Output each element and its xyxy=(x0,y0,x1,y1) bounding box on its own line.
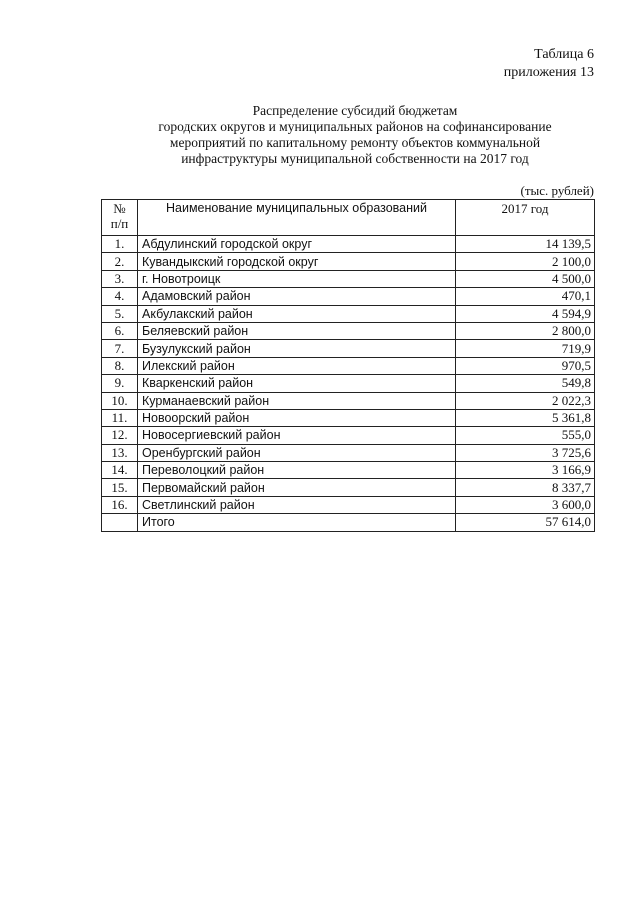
table-row xyxy=(102,253,595,270)
title-line: Распределение субсидий бюджетам xyxy=(252,103,458,118)
table-total-row xyxy=(102,514,595,531)
row-number: 14. xyxy=(102,462,138,479)
row-number: 7. xyxy=(102,340,138,357)
header-year: 2017 год xyxy=(456,200,595,236)
row-value: 2 800,0 xyxy=(456,322,595,339)
total-number xyxy=(102,514,138,531)
title-line: мероприятий по капитальному ремонту объектов коммунальной xyxy=(169,135,541,150)
row-value: 3 725,6 xyxy=(456,444,595,461)
row-name: Абдулинский городской округ xyxy=(138,236,456,253)
table-row xyxy=(102,305,595,322)
title-line: инфраструктуры муниципальной собственности на 2017 год xyxy=(181,151,529,166)
table-row xyxy=(102,392,595,409)
units-label: (тыс. рублей) xyxy=(520,183,594,198)
row-number: 6. xyxy=(102,322,138,339)
row-number: 15. xyxy=(102,479,138,496)
header-number-line2: п/п xyxy=(110,216,129,231)
table-row xyxy=(102,479,595,496)
row-name: Новоорский район xyxy=(138,409,456,426)
table-row xyxy=(102,427,595,444)
row-name: Илекский район xyxy=(138,357,456,374)
row-number: 2. xyxy=(102,253,138,270)
table-row xyxy=(102,462,595,479)
header-name: Наименование муниципальных образований xyxy=(138,200,456,236)
table-row xyxy=(102,496,595,513)
row-number: 8. xyxy=(102,357,138,374)
row-name: Светлинский район xyxy=(138,496,456,513)
total-value: 57 614,0 xyxy=(456,514,595,531)
table-row xyxy=(102,375,595,392)
table-row xyxy=(102,444,595,461)
table-row xyxy=(102,357,595,374)
appendix-label: приложения 13 xyxy=(503,65,594,80)
row-value: 5 361,8 xyxy=(456,409,595,426)
header-number-line1: № xyxy=(113,201,126,216)
table-row xyxy=(102,236,595,253)
row-name: Кувандыкский городской округ xyxy=(138,253,456,270)
row-value: 4 594,9 xyxy=(456,305,595,322)
row-number: 9. xyxy=(102,375,138,392)
row-value: 3 166,9 xyxy=(456,462,595,479)
row-value: 8 337,7 xyxy=(456,479,595,496)
row-number: 16. xyxy=(102,496,138,513)
row-value: 555,0 xyxy=(456,427,595,444)
row-value: 719,9 xyxy=(456,340,595,357)
subsidy-table xyxy=(101,199,595,532)
row-number: 4. xyxy=(102,288,138,305)
row-name: Новосергиевский район xyxy=(138,427,456,444)
row-name: Курманаевский район xyxy=(138,392,456,409)
row-value: 14 139,5 xyxy=(456,236,595,253)
table-row xyxy=(102,340,595,357)
row-number: 5. xyxy=(102,305,138,322)
table-label: Таблица 6 xyxy=(534,47,594,62)
row-name: Переволоцкий район xyxy=(138,462,456,479)
row-name: Первомайский район xyxy=(138,479,456,496)
row-name: Оренбургский район xyxy=(138,444,456,461)
table-row xyxy=(102,288,595,305)
row-number: 10. xyxy=(102,392,138,409)
row-value: 970,5 xyxy=(456,357,595,374)
table-row xyxy=(102,409,595,426)
row-name: Кваркенский район xyxy=(138,375,456,392)
row-value: 549,8 xyxy=(456,375,595,392)
row-name: Адамовский район xyxy=(138,288,456,305)
row-value: 4 500,0 xyxy=(456,270,595,287)
header-number xyxy=(102,200,138,236)
row-number: 3. xyxy=(102,270,138,287)
document-header xyxy=(504,46,594,82)
table-row xyxy=(102,270,595,287)
row-name: Акбулакский район xyxy=(138,305,456,322)
row-value: 3 600,0 xyxy=(456,496,595,513)
row-name: Бузулукский район xyxy=(138,340,456,357)
row-value: 470,1 xyxy=(456,288,595,305)
row-number: 13. xyxy=(102,444,138,461)
table-header-row xyxy=(102,200,595,236)
row-name: г. Новотроицк xyxy=(138,270,456,287)
table-body xyxy=(102,236,595,532)
row-number: 11. xyxy=(102,409,138,426)
row-name: Беляевский район xyxy=(138,322,456,339)
row-value: 2 022,3 xyxy=(456,392,595,409)
row-number: 12. xyxy=(102,427,138,444)
row-number: 1. xyxy=(102,236,138,253)
row-value: 2 100,0 xyxy=(456,253,595,270)
document-title xyxy=(120,103,590,167)
total-label: Итого xyxy=(138,514,456,531)
title-line: городских округов и муниципальных районов на софинансирование xyxy=(158,119,552,134)
table-row xyxy=(102,322,595,339)
